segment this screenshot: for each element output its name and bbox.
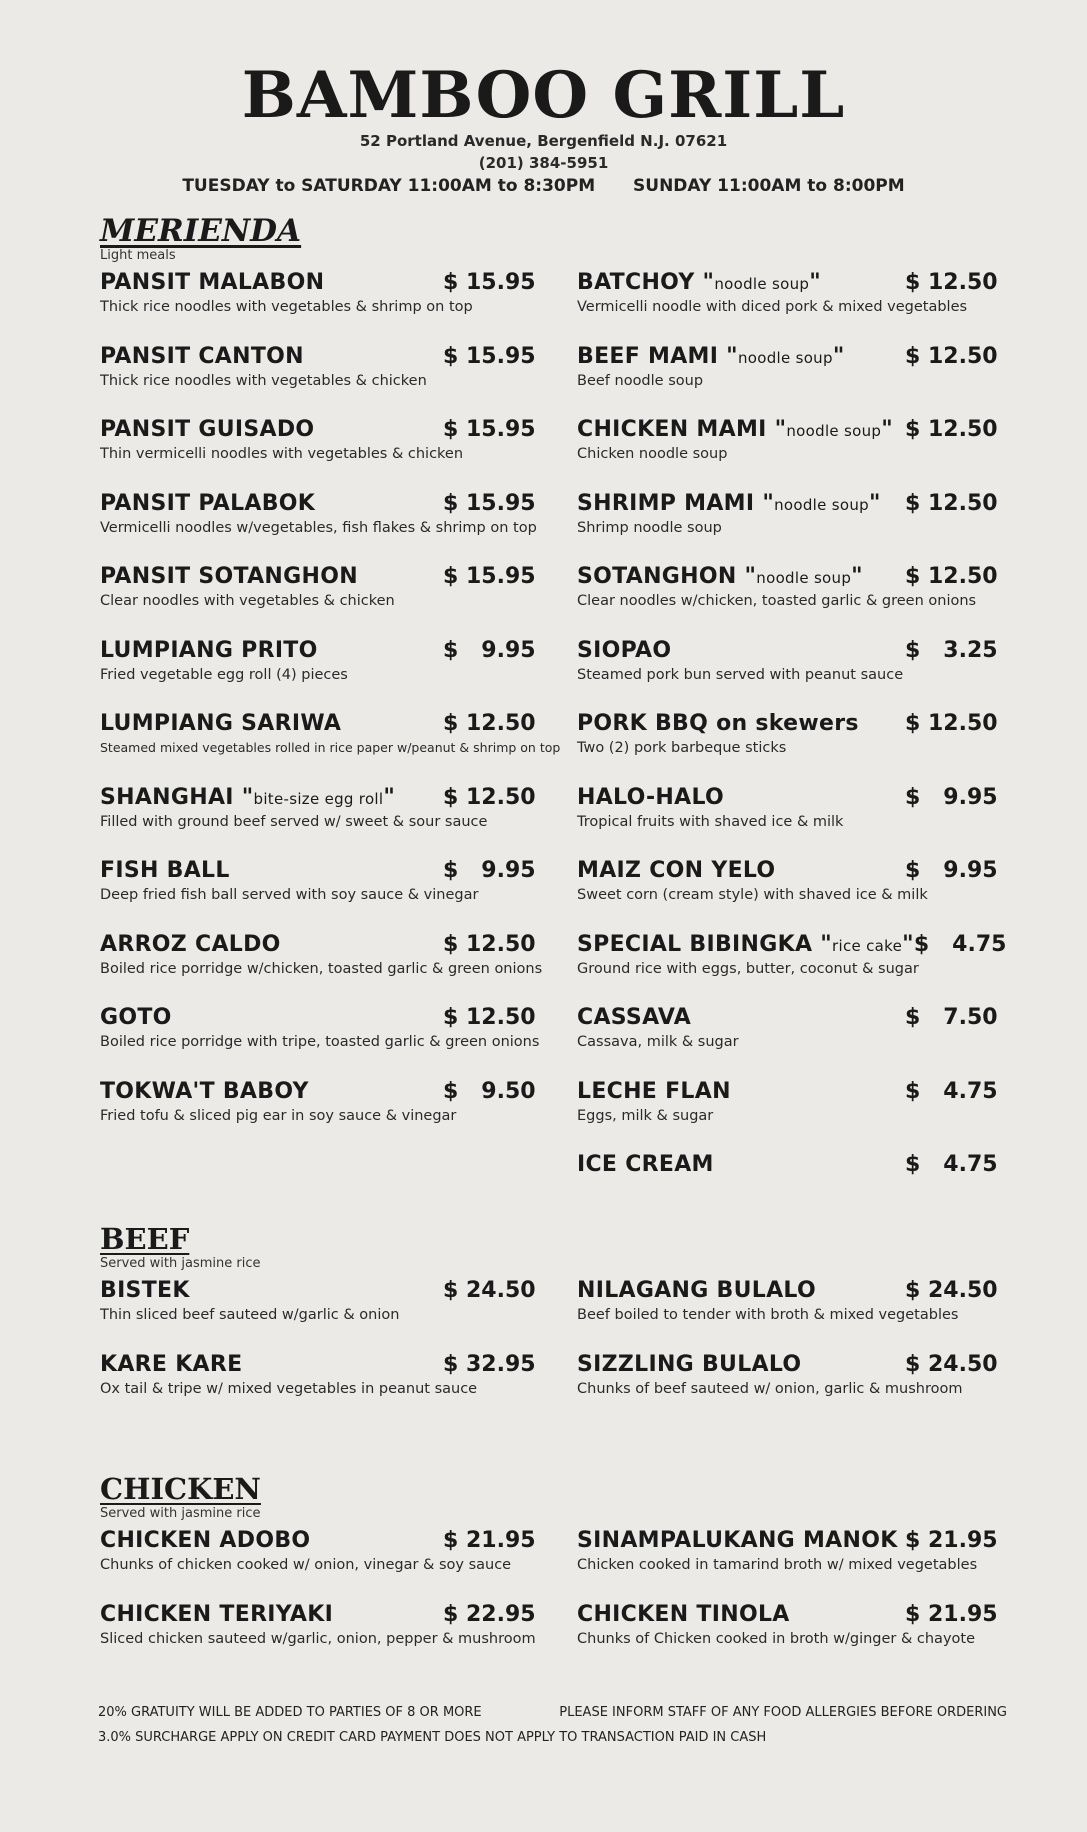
item-name: LECHE FLAN [577, 1078, 731, 1104]
item-name: SPECIAL BIBINGKA "rice cake" [577, 931, 914, 957]
item-name: SIOPAO [577, 637, 672, 663]
menu-item [577, 785, 997, 859]
menu-item [577, 1278, 997, 1352]
item-name: TOKWA'T BABOY [100, 1078, 309, 1104]
restaurant-address: 52 Portland Avenue, Bergenfield N.J. 07621 [359, 132, 728, 150]
item-description: Chunks of beef sauteed w/ onion, garlic & mushroom [577, 1380, 963, 1397]
item-price: $ 15.95 [443, 564, 536, 589]
item-description: Chicken noodle soup [577, 446, 728, 462]
item-price: $ 3.25 [905, 637, 998, 663]
item-price: $ 24.50 [443, 1278, 536, 1303]
item-description: Shrimp noodle soup [577, 519, 722, 536]
menu-item [577, 1005, 997, 1079]
item-price: $ 21.95 [905, 1601, 998, 1627]
menu-item [577, 1602, 997, 1676]
item-name: CHICKEN MAMI "noodle soup" [577, 417, 893, 442]
item-description: Deep fried fish ball served with soy sauce & vinegar [100, 887, 479, 903]
item-price: $ 12.50 [905, 343, 998, 369]
item-name: CHICKEN TINOLA [577, 1601, 790, 1627]
section-subtitle: Light meals [100, 248, 176, 263]
item-name: SHANGHAI "bite-size egg roll" [100, 784, 396, 810]
menu-item [577, 270, 997, 344]
menu-item [577, 1352, 997, 1426]
item-description: Chunks of chicken cooked w/ onion, vinegar & soy sauce [100, 1557, 512, 1573]
menu-item [577, 1152, 997, 1226]
hours-sunday: SUNDAY 11:00AM to 8:00PM [633, 176, 905, 196]
item-price: $ 15.95 [443, 343, 536, 369]
item-description: Fried vegetable egg roll (4) pieces [100, 666, 348, 683]
item-price: $ 12.50 [905, 711, 998, 736]
gratuity-notice: 20% GRATUITY WILL BE ADDED TO PARTIES OF 8 OR MORE [98, 1705, 482, 1720]
menu-item [100, 1079, 565, 1153]
item-description: Thin vermicelli noodles with vegetables & chicken [100, 446, 464, 462]
item-price: $ 15.95 [443, 270, 536, 295]
section-title: MERIENDA [100, 213, 302, 249]
menu-item [100, 1602, 565, 1676]
item-name: PORK BBQ on skewers [577, 711, 859, 736]
item-name: CASSAVA [577, 1005, 692, 1030]
menu-item [577, 931, 1007, 1006]
item-description: Fried tofu & sliced pig ear in soy sauce & vinegar [100, 1107, 457, 1124]
item-description: Steamed mixed vegetables rolled in rice paper w/peanut & shrimp on top [100, 740, 561, 755]
item-description: Sweet corn (cream style) with shaved ice & milk [577, 887, 928, 903]
menu-item [100, 417, 565, 491]
item-name: MAIZ CON YELO [577, 858, 776, 883]
menu-item [100, 1005, 565, 1079]
item-description: Steamed pork bun served with peanut sauce [577, 666, 904, 683]
opening-hours [0, 174, 1087, 198]
item-name: BISTEK [100, 1278, 190, 1303]
menu-item [100, 344, 565, 418]
item-description: Vermicelli noodles w/vegetables, fish flakes & shrimp on top [100, 519, 537, 536]
beef-right-column [577, 1278, 997, 1425]
item-name: BATCHOY "noodle soup" [577, 270, 821, 295]
item-price: $ 7.50 [905, 1005, 998, 1030]
menu-item [100, 1278, 565, 1352]
menu-item [100, 270, 565, 344]
item-description: Beef boiled to tender with broth & mixed vegetables [577, 1307, 959, 1323]
menu-item [100, 932, 565, 1006]
menu-item [577, 344, 997, 418]
item-description: Thin sliced beef sauteed w/garlic & onion [100, 1307, 400, 1323]
item-price: $ 15.95 [443, 417, 536, 442]
item-description: Tropical fruits with shaved ice & milk [577, 813, 844, 830]
item-name: KARE KARE [100, 1351, 243, 1377]
restaurant-name: BAMBOO GRILL [241, 58, 846, 133]
menu-item [577, 1079, 997, 1153]
item-name: BEEF MAMI "noodle soup" [577, 343, 845, 369]
item-price: $ 12.50 [905, 564, 998, 589]
item-description: Boiled rice porridge w/chicken, toasted garlic & green onions [100, 960, 543, 977]
allergy-notice: PLEASE INFORM STAFF OF ANY FOOD ALLERGIES BEFORE ORDERING [559, 1705, 1007, 1720]
item-price: $ 21.95 [905, 1528, 998, 1553]
item-description: Cassava, milk & sugar [577, 1034, 739, 1050]
menu-item [577, 638, 997, 712]
item-name: PANSIT SOTANGHON [100, 564, 358, 589]
item-price: $ 4.75 [905, 1078, 998, 1104]
menu-item [577, 417, 997, 491]
item-price: $ 12.50 [443, 784, 536, 810]
item-description: Clear noodles with vegetables & chicken [100, 593, 395, 609]
item-price: $ 12.50 [443, 1005, 536, 1030]
menu-item [100, 711, 565, 785]
item-price: $ 21.95 [443, 1528, 536, 1553]
item-price: $ 15.95 [443, 490, 536, 516]
item-price: $ 4.75 [913, 931, 1007, 957]
item-description: Two (2) pork barbeque sticks [577, 740, 787, 756]
item-name: ARROZ CALDO [100, 931, 281, 957]
item-name: CHICKEN ADOBO [100, 1528, 311, 1553]
menu-item [577, 491, 997, 565]
menu-item [100, 1352, 565, 1426]
chicken-left-column [100, 1528, 565, 1675]
item-description: Eggs, milk & sugar [577, 1107, 714, 1124]
menu-item [577, 711, 997, 785]
item-price: $ 12.50 [443, 711, 536, 736]
section-chicken [100, 1472, 997, 1675]
item-price: $ 12.50 [905, 270, 998, 295]
item-name: PANSIT CANTON [100, 343, 304, 369]
item-description: Thick rice noodles with vegetables & shrimp on top [100, 299, 473, 315]
item-description: Chicken cooked in tamarind broth w/ mixed vegetables [577, 1557, 978, 1573]
item-name: SINAMPALUKANG MANOK [577, 1528, 898, 1553]
item-price: $ 12.50 [905, 417, 998, 442]
item-name: SHRIMP MAMI "noodle soup" [577, 490, 881, 516]
item-name: LUMPIANG PRITO [100, 637, 318, 663]
section-title: CHICKEN [100, 1472, 261, 1506]
section-subtitle: Served with jasmine rice [100, 1506, 261, 1521]
hours-weekday: TUESDAY to SATURDAY 11:00AM to 8:30PM [182, 176, 596, 196]
item-description: Filled with ground beef served w/ sweet & sour sauce [100, 813, 488, 830]
item-price: $ 9.50 [443, 1078, 536, 1104]
section-title: BEEF [100, 1222, 190, 1256]
section-merienda [100, 213, 1007, 1226]
section-beef [100, 1222, 997, 1425]
item-price: $ 24.50 [905, 1278, 998, 1303]
merienda-right-column [577, 270, 1007, 1226]
item-name: LUMPIANG SARIWA [100, 711, 342, 736]
item-description: Chunks of Chicken cooked in broth w/ginger & chayote [577, 1630, 975, 1647]
item-price: $ 32.95 [443, 1351, 536, 1377]
item-description: Thick rice noodles with vegetables & chicken [100, 372, 427, 389]
item-name: PANSIT MALABON [100, 270, 325, 295]
menu-footer [98, 1700, 1007, 1750]
menu-header [0, 0, 1087, 198]
item-name: GOTO [100, 1005, 172, 1030]
merienda-left-column [100, 270, 565, 1226]
item-description: Vermicelli noodle with diced pork & mixed vegetables [577, 299, 968, 315]
item-description: Beef noodle soup [577, 372, 704, 389]
item-description: Clear noodles w/chicken, toasted garlic & green onions [577, 593, 977, 609]
item-price: $ 9.95 [905, 858, 998, 883]
item-price: $ 4.75 [905, 1152, 998, 1177]
item-name: HALO-HALO [577, 784, 724, 810]
item-description: Sliced chicken sauteed w/garlic, onion, pepper & mushroom [100, 1630, 536, 1647]
item-name: FISH BALL [100, 858, 230, 883]
item-price: $ 22.95 [443, 1601, 536, 1627]
item-price: $ 9.95 [443, 637, 536, 663]
item-name: SOTANGHON "noodle soup" [577, 564, 863, 589]
item-price: $ 9.95 [443, 858, 536, 883]
menu-item [577, 564, 997, 638]
item-description: Ground rice with eggs, butter, coconut & sugar [577, 960, 919, 977]
item-price: $ 12.50 [443, 931, 536, 957]
item-description: Ox tail & tripe w/ mixed vegetables in peanut sauce [100, 1380, 478, 1397]
restaurant-phone: (201) 384-5951 [478, 154, 609, 172]
menu-item [100, 785, 565, 859]
item-name: PANSIT PALABOK [100, 490, 316, 516]
item-name: PANSIT GUISADO [100, 417, 315, 442]
menu-item [100, 491, 565, 565]
menu-item [577, 1528, 997, 1602]
menu-item [100, 564, 565, 638]
menu-item [100, 638, 565, 712]
item-description: Boiled rice porridge with tripe, toasted garlic & green onions [100, 1034, 540, 1050]
item-name: SIZZLING BULALO [577, 1351, 802, 1377]
item-price: $ 12.50 [905, 490, 998, 516]
surcharge-notice: 3.0% SURCHARGE APPLY ON CREDIT CARD PAYMENT DOES NOT APPLY TO TRANSACTION PAID IN CASH [98, 1730, 767, 1745]
item-name: CHICKEN TERIYAKI [100, 1601, 334, 1627]
item-price: $ 9.95 [905, 784, 998, 810]
beef-left-column [100, 1278, 565, 1425]
menu-item [577, 858, 997, 932]
menu-item [100, 1528, 565, 1602]
chicken-right-column [577, 1528, 997, 1675]
item-name: NILAGANG BULALO [577, 1278, 816, 1303]
item-price: $ 24.50 [905, 1351, 998, 1377]
section-subtitle: Served with jasmine rice [100, 1256, 261, 1271]
menu-item [100, 858, 565, 932]
item-name: ICE CREAM [577, 1152, 714, 1177]
